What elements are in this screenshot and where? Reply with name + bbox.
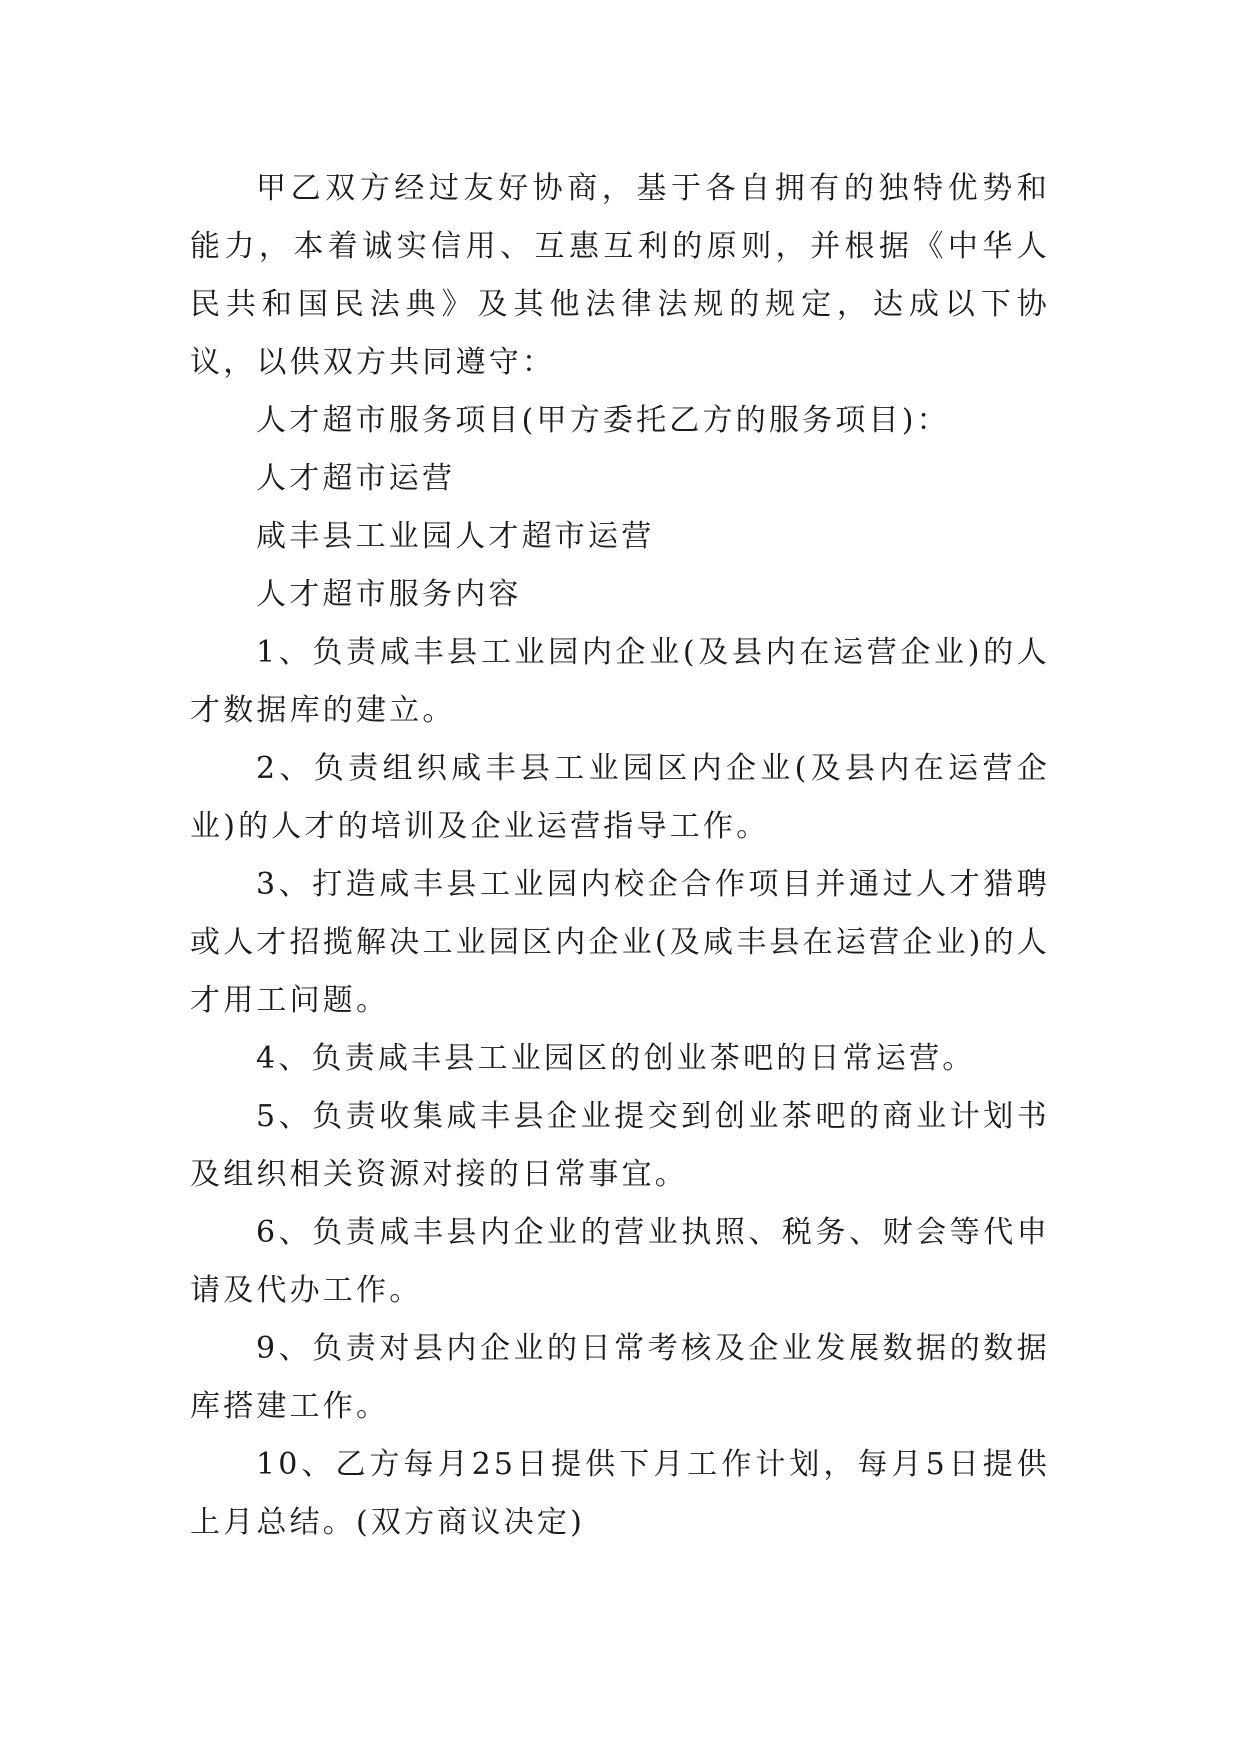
service-item-9: 9、负责对县内企业的日常考核及企业发展数据的数据库搭建工作。 xyxy=(190,1331,1050,1424)
service-project-name: 人才超市运营 xyxy=(256,461,456,496)
service-item-5: 5、负责收集咸丰县企业提交到创业茶吧的商业计划书及组织相关资源对接的日常事宜。 xyxy=(190,1099,1050,1192)
intro-paragraph: 甲乙双方经过友好协商，基于各自拥有的独特优势和能力，本着诚实信用、互惠互利的原则，并根据《中华人民共和国民法典》及其他法律法规的规定，达成以下协议，以供双方共同遵守： xyxy=(190,171,1050,380)
service-project-heading: 人才超市服务项目(甲方委托乙方的服务项目)： xyxy=(256,403,950,438)
document-body xyxy=(190,160,1050,1552)
service-item-10: 10、乙方每月25日提供下月工作计划，每月5日提供上月总结。(双方商议决定) xyxy=(190,1447,1050,1540)
service-item-6: 6、负责咸丰县内企业的营业执照、税务、财会等代申请及代办工作。 xyxy=(190,1215,1050,1308)
service-item-4: 4、负责咸丰县工业园区的创业茶吧的日常运营。 xyxy=(256,1041,976,1076)
service-item-1: 1、负责咸丰县工业园内企业(及县内在运营企业)的人才数据库的建立。 xyxy=(190,635,1050,728)
service-item-2: 2、负责组织咸丰县工业园区内企业(及县内在运营企业)的人才的培训及企业运营指导工作。 xyxy=(190,751,1050,844)
service-content-heading: 人才超市服务内容 xyxy=(256,577,522,612)
service-item-3: 3、打造咸丰县工业园内校企合作项目并通过人才猎聘或人才招揽解决工业园区内企业(及咸丰县在运营企业)的人才用工问题。 xyxy=(190,867,1050,1018)
service-project-detail: 咸丰县工业园人才超市运营 xyxy=(256,519,655,554)
